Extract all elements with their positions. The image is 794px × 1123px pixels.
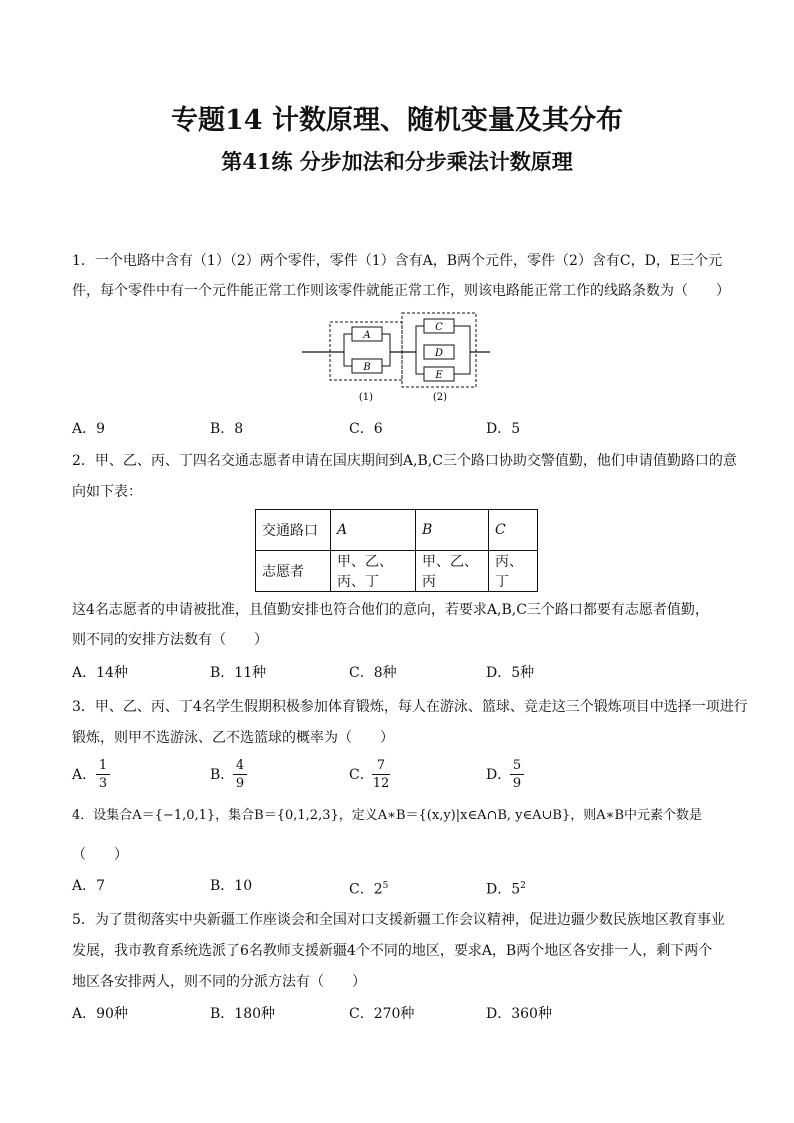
part1-label: (1)	[358, 392, 374, 403]
fraction-bar	[233, 774, 247, 775]
q3-stem-line1: 3．甲、乙、丙、丁4名学生假期积极参加体育锻炼，每人在游泳、篮球、竞走这三个锻炼项目中选择一项进行	[72, 699, 748, 715]
q5-stem-line3: 地区各安排两人，则不同的分派方法有（ ）	[72, 974, 366, 990]
q3-option-c-label[interactable]: C．	[349, 767, 374, 783]
q5-option-a[interactable]: A．90种	[72, 1006, 128, 1022]
q3-option-b-label[interactable]: B．	[210, 767, 235, 783]
q5-option-c[interactable]: C．270种	[349, 1006, 415, 1022]
q1-circuit-diagram	[300, 310, 492, 410]
element-e-label: E	[435, 370, 443, 381]
table-row	[256, 510, 538, 551]
table-cell: 志愿者	[256, 551, 331, 592]
table-header-cell: A	[331, 510, 416, 551]
q2-stem-line1: 2．甲、乙、丙、丁四名交通志愿者申请在国庆期间到A,B,C三个路口协助交警值勤，他们申请值勤路口的意	[72, 453, 737, 469]
q2-stem-line4: 则不同的安排方法数有（ ）	[72, 632, 268, 648]
fraction-numerator: 1	[98, 758, 108, 773]
fraction-denominator: 9	[235, 776, 245, 791]
table-header-cell: C	[489, 510, 538, 551]
q1-option-a[interactable]: A．9	[72, 421, 106, 437]
q1-option-d[interactable]: D．5	[486, 421, 521, 437]
fraction-numerator: 7	[376, 758, 386, 773]
table-header-cell: 交通路口	[256, 510, 331, 551]
page-title: 专题14 计数原理、随机变量及其分布	[171, 105, 623, 136]
q1-stem-line2: 件，每个零件中有一个元件能正常工作则该零件就能正常工作，则该电路能正常工作的线路条数为（ ）	[72, 283, 730, 299]
q2-option-a[interactable]: A．14种	[72, 665, 128, 681]
fraction-denominator: 12	[372, 776, 390, 791]
q1-stem-line1: 1．一个电路中含有（1）（2）两个零件，零件（1）含有A，B两个元件，零件（2）含有C，D，E三个元	[72, 253, 723, 269]
q4-option-b[interactable]: B．10	[210, 878, 253, 894]
table-cell: 甲、乙、丙、丁	[331, 551, 416, 592]
power-base: 2	[373, 881, 383, 898]
fraction-bar	[510, 774, 524, 775]
q3-option-d-fraction[interactable]	[510, 758, 524, 791]
fraction-bar	[372, 774, 390, 775]
q2-stem-line3: 这4名志愿者的申请被批准，且值勤安排也符合他们的意向，若要求A,B,C三个路口都要有志愿者值勤，	[72, 602, 709, 618]
volunteer-table	[255, 509, 538, 592]
fraction-numerator: 5	[512, 758, 522, 773]
fraction-denominator: 9	[512, 776, 522, 791]
q1-option-b[interactable]: B．8	[210, 421, 244, 437]
element-d-label: D	[434, 348, 444, 359]
q3-stem-line2: 锻炼，则甲不选游泳、乙不选篮球的概率为（ ）	[72, 730, 394, 746]
fraction-numerator: 4	[235, 758, 245, 773]
page-subtitle: 第41练 分步加法和分步乘法计数原理	[221, 149, 573, 174]
q4-stem-line2: （ ）	[72, 847, 128, 863]
q5-stem-line1: 5．为了贯彻落实中央新疆工作座谈会和全国对口支援新疆工作会议精神，促进边疆少数民族地区教育事业	[72, 912, 725, 928]
element-a-label: A	[363, 330, 371, 341]
table-header-cell: B	[416, 510, 489, 551]
q3-option-b-fraction[interactable]	[233, 758, 247, 791]
q3-option-d-label[interactable]: D．	[486, 767, 512, 783]
q2-option-d[interactable]: D．5种	[486, 665, 535, 681]
q4-option-c[interactable]	[349, 876, 388, 900]
element-c-label: C	[435, 322, 443, 333]
part2-label: (2)	[432, 392, 448, 403]
power-exponent: 2	[520, 881, 526, 891]
table-row	[256, 551, 538, 592]
q3-option-a-label[interactable]: A．	[72, 767, 97, 783]
option-label: C．	[349, 881, 374, 898]
power-base: 5	[511, 881, 521, 898]
q4-option-d[interactable]	[486, 876, 526, 900]
q2-stem-line2: 向如下表：	[72, 484, 142, 500]
q5-option-d[interactable]: D．360种	[486, 1006, 552, 1022]
q5-option-b[interactable]: B．180种	[210, 1006, 276, 1022]
element-b-label: B	[363, 362, 371, 373]
q2-option-b[interactable]: B．11种	[210, 665, 267, 681]
q5-stem-line2: 发展，我市教育系统选派了6名教师支援新疆4个不同的地区，要求A，B两个地区各安排一人，剩下两个	[72, 943, 713, 959]
q1-option-c[interactable]: C．6	[349, 421, 383, 437]
q4-stem-line1: 4．设集合A＝{−1,0,1}，集合B＝{0,1,2,3}，定义A∗B＝{(x,y)|x∈A∩B, y∈A∪B}，则A∗B中元素个数是	[72, 808, 703, 823]
fraction-bar	[96, 774, 110, 775]
fraction-denominator: 3	[98, 776, 108, 791]
option-label: D．	[486, 881, 512, 898]
table-cell: 甲、乙、丙	[416, 551, 489, 592]
table-cell: 丙、丁	[489, 551, 538, 592]
q2-option-c[interactable]: C．8种	[349, 665, 397, 681]
q3-option-c-fraction[interactable]	[372, 758, 390, 791]
q3-option-a-fraction[interactable]	[96, 758, 110, 791]
power-exponent: 5	[382, 881, 389, 891]
q4-option-a[interactable]: A．7	[72, 878, 106, 894]
